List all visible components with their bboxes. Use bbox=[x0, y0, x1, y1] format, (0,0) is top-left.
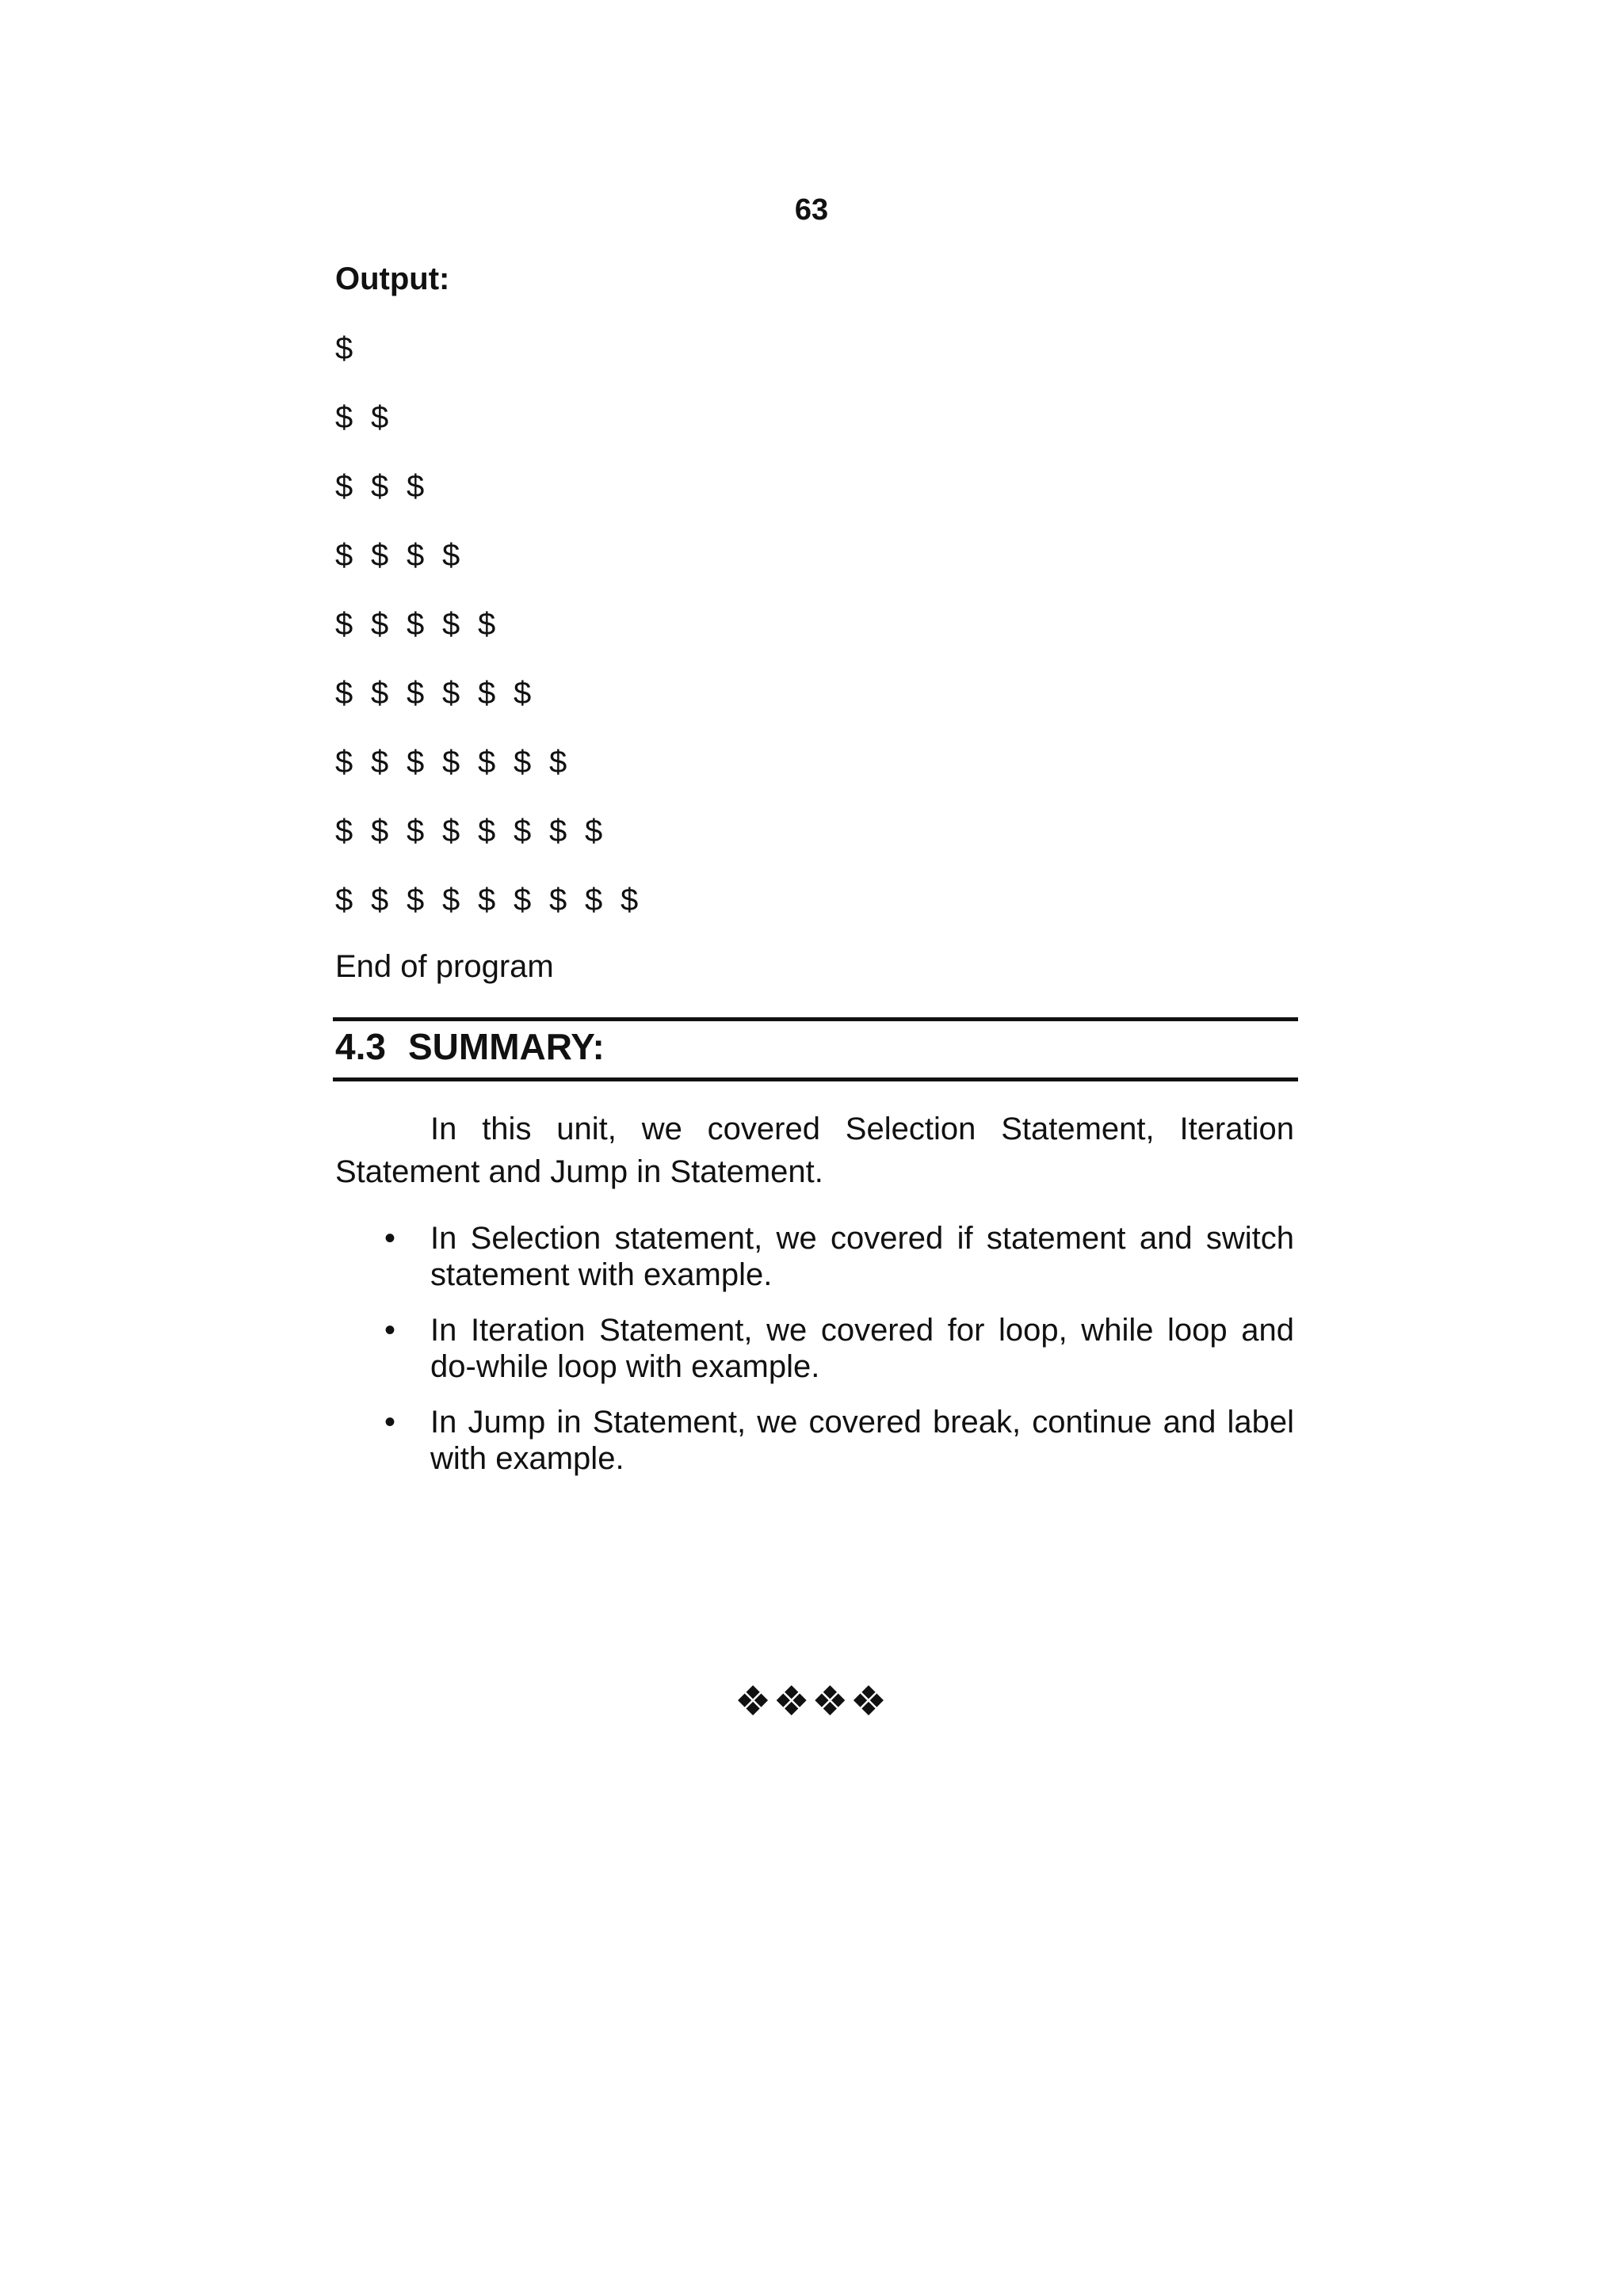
output-line: $ bbox=[335, 331, 353, 366]
output-line: $ $ $ $ $ $ $ $ $ bbox=[335, 883, 639, 917]
bullet-icon: • bbox=[384, 1405, 396, 1440]
output-line: $ $ $ $ bbox=[335, 538, 460, 573]
summary-bullet-list bbox=[335, 1220, 1294, 1496]
page-number: 63 bbox=[794, 193, 829, 227]
list-item bbox=[335, 1404, 1294, 1477]
output-line: $ $ $ $ $ $ $ bbox=[335, 745, 567, 780]
bullet-text: In Selection statement, we covered if statement and switch statement with example. bbox=[430, 1221, 1294, 1292]
end-of-program-text: End of program bbox=[335, 949, 554, 984]
output-line: $ $ $ bbox=[335, 469, 425, 504]
bullet-icon: • bbox=[384, 1221, 396, 1256]
heading-bottom-rule bbox=[333, 1077, 1298, 1081]
end-ornament-icon: ❖❖❖❖ bbox=[734, 1678, 889, 1726]
bullet-text: In Jump in Statement, we covered break, continue and label with example. bbox=[430, 1405, 1294, 1476]
bullet-icon: • bbox=[384, 1313, 396, 1348]
bullet-text: In Iteration Statement, we covered for loop, while loop and do-while loop with example. bbox=[430, 1313, 1294, 1384]
output-line: $ $ $ $ $ $ bbox=[335, 676, 532, 711]
section-number: 4.3 bbox=[335, 1026, 386, 1067]
summary-paragraph: In this unit, we covered Selection Statement, Iteration Statement and Jump in Statement. bbox=[335, 1112, 1294, 1189]
output-label: Output: bbox=[335, 261, 450, 296]
list-item bbox=[335, 1220, 1294, 1293]
output-line: $ $ $ $ $ bbox=[335, 607, 496, 642]
list-item bbox=[335, 1312, 1294, 1385]
output-line: $ $ bbox=[335, 400, 389, 435]
section-heading bbox=[335, 1025, 605, 1068]
heading-top-rule bbox=[333, 1017, 1298, 1021]
section-title: SUMMARY: bbox=[408, 1026, 605, 1067]
output-line: $ $ $ $ $ $ $ $ bbox=[335, 814, 603, 849]
